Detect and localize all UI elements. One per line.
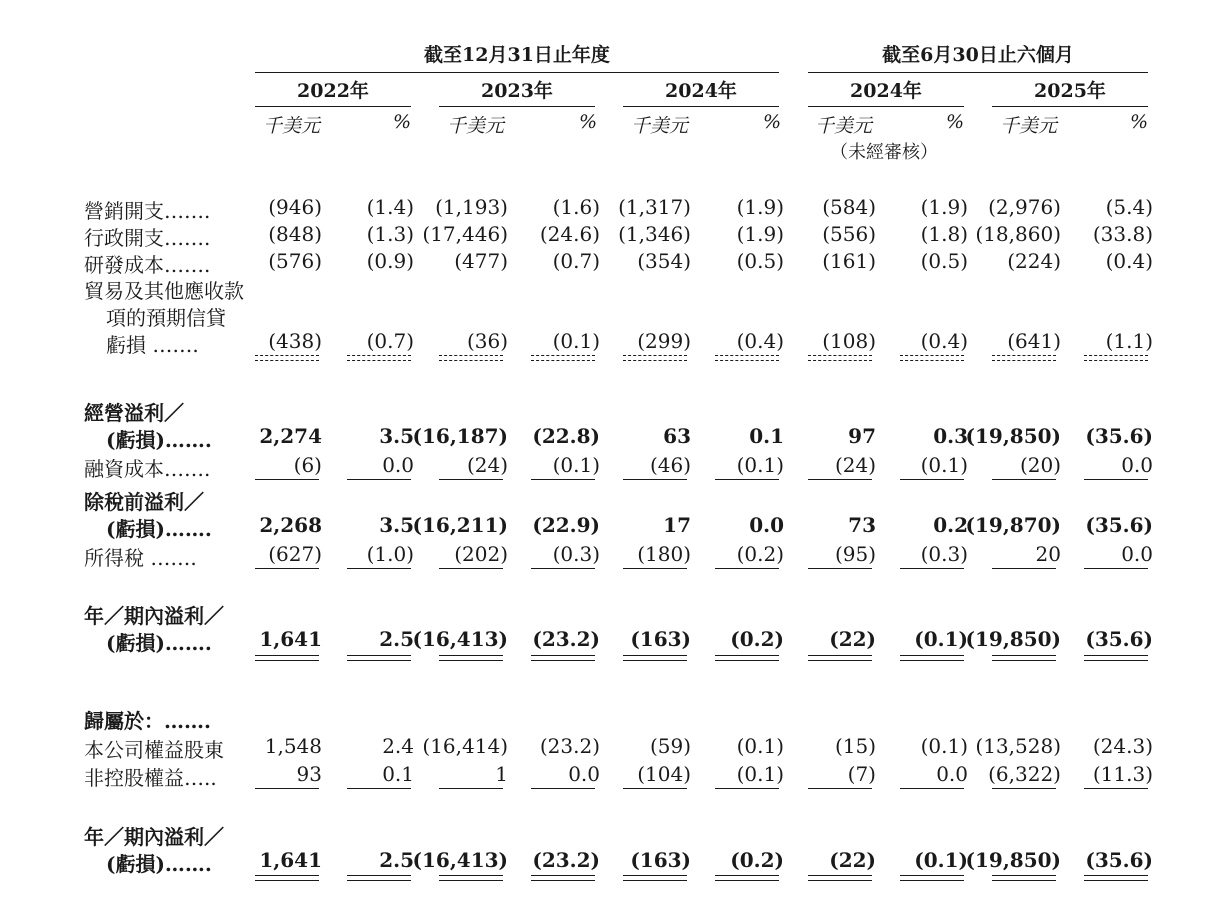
row-label: 融資成本……. bbox=[84, 457, 211, 481]
percent-cell: (1.6) bbox=[552, 195, 600, 219]
amount-cell: (1,317) bbox=[618, 195, 691, 219]
subtotal-rule bbox=[347, 479, 411, 480]
percent-cell: 0.0 bbox=[749, 513, 784, 537]
amount-cell: 1,641 bbox=[259, 848, 322, 872]
row-label: 營銷開支……. bbox=[84, 199, 211, 223]
amount-cell: (1,193) bbox=[435, 195, 508, 219]
subtotal-rule bbox=[347, 568, 411, 569]
percent-cell: (35.6) bbox=[1085, 424, 1153, 448]
amount-cell: (163) bbox=[630, 627, 691, 651]
amount-cell: (6) bbox=[293, 453, 322, 477]
percent-cell: (1.1) bbox=[1105, 329, 1153, 353]
subtotal-rule bbox=[808, 355, 872, 361]
percent-cell: (0.1) bbox=[920, 734, 968, 758]
percent-cell: (1.3) bbox=[366, 222, 414, 246]
amount-cell: (46) bbox=[649, 453, 691, 477]
percent-cell: 0.0 bbox=[1121, 453, 1153, 477]
total-double-rule bbox=[531, 875, 595, 881]
subtotal-rule bbox=[531, 479, 595, 480]
amount-cell: 93 bbox=[296, 762, 322, 786]
percent-cell: (0.1) bbox=[914, 627, 968, 651]
percent-cell: (0.9) bbox=[366, 249, 414, 273]
subtotal-rule bbox=[900, 788, 964, 789]
percent-cell: (0.5) bbox=[920, 249, 968, 273]
total-double-rule bbox=[900, 875, 964, 881]
total-double-rule bbox=[255, 655, 319, 661]
percent-cell: (0.2) bbox=[730, 848, 784, 872]
amount-cell: (19,850) bbox=[965, 848, 1061, 872]
unit-amount: 千美元 bbox=[631, 115, 689, 137]
amount-cell: (224) bbox=[1007, 249, 1061, 273]
subtotal-rule bbox=[439, 479, 503, 480]
subtotal-rule bbox=[255, 568, 319, 569]
percent-cell: 3.5 bbox=[379, 513, 414, 537]
year-header-2023: 2023年 bbox=[481, 80, 553, 102]
amount-cell: (16,413) bbox=[412, 848, 508, 872]
amount-cell: (584) bbox=[822, 195, 876, 219]
row-label: 歸屬於：……. bbox=[84, 709, 211, 733]
amount-cell: (7) bbox=[847, 762, 876, 786]
amount-cell: 1 bbox=[495, 762, 508, 786]
year-header-2024: 2024年 bbox=[665, 80, 737, 102]
group-rule-six-months bbox=[808, 72, 1148, 73]
amount-cell: 73 bbox=[848, 513, 876, 537]
row-label: 虧損 ……. bbox=[106, 333, 199, 357]
subtotal-rule bbox=[715, 788, 779, 789]
amount-cell: (16,414) bbox=[422, 734, 508, 758]
percent-cell: 2.5 bbox=[379, 848, 414, 872]
percent-cell: (1.9) bbox=[736, 195, 784, 219]
year-rule bbox=[255, 106, 411, 107]
year-header-2025-six-months: 2025年 bbox=[1034, 80, 1106, 102]
year-rule bbox=[808, 106, 964, 107]
unit-percent: % bbox=[1130, 111, 1149, 133]
row-label: 除稅前溢利／ bbox=[84, 490, 204, 514]
amount-cell: (19,850) bbox=[965, 424, 1061, 448]
percent-cell: (0.1) bbox=[552, 453, 600, 477]
percent-cell: (0.1) bbox=[736, 762, 784, 786]
amount-cell: (19,870) bbox=[965, 513, 1061, 537]
subtotal-rule bbox=[808, 479, 872, 480]
amount-cell: (95) bbox=[834, 542, 876, 566]
row-label: 研發成本……. bbox=[84, 253, 211, 277]
year-rule bbox=[992, 106, 1148, 107]
subtotal-rule bbox=[347, 788, 411, 789]
percent-cell: 0.1 bbox=[382, 762, 414, 786]
subtotal-rule bbox=[439, 788, 503, 789]
amount-cell: (627) bbox=[268, 542, 322, 566]
total-double-rule bbox=[715, 875, 779, 881]
subtotal-rule bbox=[623, 788, 687, 789]
year-rule bbox=[623, 106, 779, 107]
amount-cell: (17,446) bbox=[422, 222, 508, 246]
percent-cell: (1.9) bbox=[736, 222, 784, 246]
percent-cell: (1.0) bbox=[366, 542, 414, 566]
row-label: (虧損)……. bbox=[106, 852, 212, 876]
subtotal-rule bbox=[1084, 479, 1148, 480]
row-label: 非控股權益….. bbox=[84, 766, 217, 790]
amount-cell: (16,211) bbox=[412, 513, 508, 537]
total-double-rule bbox=[347, 655, 411, 661]
total-double-rule bbox=[808, 655, 872, 661]
unit-amount: 千美元 bbox=[815, 115, 873, 137]
subtotal-rule bbox=[623, 355, 687, 361]
percent-cell: (23.2) bbox=[532, 627, 600, 651]
subtotal-rule bbox=[1084, 568, 1148, 569]
total-double-rule bbox=[808, 875, 872, 881]
unit-amount: 千美元 bbox=[263, 115, 321, 137]
unit-percent: % bbox=[579, 111, 598, 133]
amount-cell: (15) bbox=[834, 734, 876, 758]
percent-cell: (0.1) bbox=[552, 329, 600, 353]
amount-cell: (13,528) bbox=[975, 734, 1061, 758]
amount-cell: (16,413) bbox=[412, 627, 508, 651]
subtotal-rule bbox=[715, 568, 779, 569]
amount-cell: 97 bbox=[848, 424, 876, 448]
subtotal-rule bbox=[255, 355, 319, 361]
amount-cell: (16,187) bbox=[412, 424, 508, 448]
subtotal-rule bbox=[992, 479, 1056, 480]
unit-percent: % bbox=[393, 111, 412, 133]
total-double-rule bbox=[255, 875, 319, 881]
amount-cell: 2,268 bbox=[259, 513, 322, 537]
amount-cell: (6,322) bbox=[988, 762, 1061, 786]
subtotal-rule bbox=[992, 568, 1056, 569]
total-double-rule bbox=[347, 875, 411, 881]
unit-percent: % bbox=[946, 111, 965, 133]
amount-cell: (22) bbox=[829, 848, 876, 872]
amount-cell: (24) bbox=[466, 453, 508, 477]
amount-cell: (576) bbox=[268, 249, 322, 273]
percent-cell: (22.9) bbox=[532, 513, 600, 537]
year-rule bbox=[439, 106, 595, 107]
total-double-rule bbox=[715, 655, 779, 661]
percent-cell: 0.0 bbox=[1121, 542, 1153, 566]
percent-cell: (0.1) bbox=[736, 453, 784, 477]
amount-cell: (1,346) bbox=[618, 222, 691, 246]
subtotal-rule bbox=[1084, 355, 1148, 361]
unit-amount: 千美元 bbox=[447, 115, 505, 137]
percent-cell: (1.8) bbox=[920, 222, 968, 246]
percent-cell: (35.6) bbox=[1085, 627, 1153, 651]
amount-cell: 2,274 bbox=[259, 424, 322, 448]
unit-amount: 千美元 bbox=[1000, 115, 1058, 137]
percent-cell: 0.0 bbox=[382, 453, 414, 477]
amount-cell: (22) bbox=[829, 627, 876, 651]
subtotal-rule bbox=[715, 479, 779, 480]
percent-cell: (0.4) bbox=[920, 329, 968, 353]
total-double-rule bbox=[900, 655, 964, 661]
group-header-six-months: 截至6月30日止六個月 bbox=[882, 44, 1074, 66]
percent-cell: 2.5 bbox=[379, 627, 414, 651]
amount-cell: (2,976) bbox=[988, 195, 1061, 219]
percent-cell: (23.2) bbox=[539, 734, 600, 758]
percent-cell: (1.9) bbox=[920, 195, 968, 219]
subtotal-rule bbox=[255, 788, 319, 789]
percent-cell: (0.7) bbox=[366, 329, 414, 353]
percent-cell: (0.4) bbox=[1105, 249, 1153, 273]
row-label: (虧損)……. bbox=[106, 631, 212, 655]
amount-cell: (19,850) bbox=[965, 627, 1061, 651]
percent-cell: (0.2) bbox=[730, 627, 784, 651]
subtotal-rule bbox=[623, 568, 687, 569]
unaudited-note: （未經審核） bbox=[830, 142, 938, 163]
percent-cell: (24.3) bbox=[1092, 734, 1153, 758]
subtotal-rule bbox=[439, 568, 503, 569]
percent-cell: (11.3) bbox=[1092, 762, 1153, 786]
percent-cell: 0.0 bbox=[568, 762, 600, 786]
amount-cell: (20) bbox=[1019, 453, 1061, 477]
total-double-rule bbox=[992, 875, 1056, 881]
total-double-rule bbox=[439, 875, 503, 881]
subtotal-rule bbox=[992, 355, 1056, 361]
percent-cell: (0.1) bbox=[914, 848, 968, 872]
percent-cell: (23.2) bbox=[532, 848, 600, 872]
amount-cell: (161) bbox=[822, 249, 876, 273]
percent-cell: (0.3) bbox=[920, 542, 968, 566]
row-label: 經營溢利／ bbox=[84, 401, 184, 425]
subtotal-rule bbox=[900, 355, 964, 361]
amount-cell: (180) bbox=[637, 542, 691, 566]
unit-percent: % bbox=[763, 111, 782, 133]
percent-cell: (35.6) bbox=[1085, 513, 1153, 537]
amount-cell: (354) bbox=[637, 249, 691, 273]
amount-cell: (641) bbox=[1007, 329, 1061, 353]
percent-cell: (0.1) bbox=[920, 453, 968, 477]
subtotal-rule bbox=[531, 788, 595, 789]
total-double-rule bbox=[1084, 655, 1148, 661]
percent-cell: (0.5) bbox=[736, 249, 784, 273]
percent-cell: (33.8) bbox=[1092, 222, 1153, 246]
amount-cell: (163) bbox=[630, 848, 691, 872]
amount-cell: (59) bbox=[649, 734, 691, 758]
percent-cell: (0.3) bbox=[552, 542, 600, 566]
subtotal-rule bbox=[531, 568, 595, 569]
amount-cell: 20 bbox=[1035, 542, 1061, 566]
subtotal-rule bbox=[808, 788, 872, 789]
amount-cell: (477) bbox=[454, 249, 508, 273]
percent-cell: 0.3 bbox=[933, 424, 968, 448]
amount-cell: (108) bbox=[822, 329, 876, 353]
percent-cell: (0.4) bbox=[736, 329, 784, 353]
subtotal-rule bbox=[623, 479, 687, 480]
group-rule-years bbox=[255, 72, 779, 73]
amount-cell: (438) bbox=[268, 329, 322, 353]
subtotal-rule bbox=[900, 479, 964, 480]
percent-cell: (0.7) bbox=[552, 249, 600, 273]
total-double-rule bbox=[623, 875, 687, 881]
amount-cell: (104) bbox=[637, 762, 691, 786]
percent-cell: 3.5 bbox=[379, 424, 414, 448]
percent-cell: (5.4) bbox=[1105, 195, 1153, 219]
percent-cell: 2.4 bbox=[382, 734, 414, 758]
group-header-years: 截至12月31日止年度 bbox=[424, 44, 610, 66]
percent-cell: (35.6) bbox=[1085, 848, 1153, 872]
percent-cell: (1.4) bbox=[366, 195, 414, 219]
amount-cell: 63 bbox=[663, 424, 691, 448]
amount-cell: (202) bbox=[454, 542, 508, 566]
percent-cell: (0.2) bbox=[736, 542, 784, 566]
subtotal-rule bbox=[255, 479, 319, 480]
total-double-rule bbox=[992, 655, 1056, 661]
row-label: (虧損)……. bbox=[106, 517, 212, 541]
row-label: 年／期內溢利／ bbox=[84, 604, 224, 628]
subtotal-rule bbox=[439, 355, 503, 361]
subtotal-rule bbox=[531, 355, 595, 361]
amount-cell: (299) bbox=[637, 329, 691, 353]
percent-cell: 0.0 bbox=[936, 762, 968, 786]
percent-cell: 0.2 bbox=[933, 513, 968, 537]
row-label: 行政開支……. bbox=[84, 226, 211, 250]
amount-cell: 1,641 bbox=[259, 627, 322, 651]
row-label: 本公司權益股東 bbox=[84, 738, 224, 762]
percent-cell: (24.6) bbox=[539, 222, 600, 246]
row-label: (虧損)……. bbox=[106, 428, 212, 452]
row-label: 貿易及其他應收款 bbox=[84, 279, 244, 303]
amount-cell: (18,860) bbox=[975, 222, 1061, 246]
subtotal-rule bbox=[1084, 788, 1148, 789]
row-label: 所得稅 ……. bbox=[84, 546, 197, 570]
year-header-2022: 2022年 bbox=[297, 80, 369, 102]
total-double-rule bbox=[623, 655, 687, 661]
subtotal-rule bbox=[808, 568, 872, 569]
subtotal-rule bbox=[715, 355, 779, 361]
row-label: 年／期內溢利／ bbox=[84, 825, 224, 849]
total-double-rule bbox=[1084, 875, 1148, 881]
amount-cell: (36) bbox=[466, 329, 508, 353]
subtotal-rule bbox=[900, 568, 964, 569]
amount-cell: 1,548 bbox=[264, 734, 322, 758]
total-double-rule bbox=[439, 655, 503, 661]
subtotal-rule bbox=[347, 355, 411, 361]
subtotal-rule bbox=[992, 788, 1056, 789]
year-header-2024-six-months: 2024年 bbox=[850, 80, 922, 102]
row-label: 項的預期信貸 bbox=[106, 306, 226, 330]
percent-cell: (22.8) bbox=[532, 424, 600, 448]
amount-cell: (24) bbox=[834, 453, 876, 477]
total-double-rule bbox=[531, 655, 595, 661]
amount-cell: (556) bbox=[822, 222, 876, 246]
amount-cell: (848) bbox=[268, 222, 322, 246]
percent-cell: 0.1 bbox=[749, 424, 784, 448]
amount-cell: (946) bbox=[268, 195, 322, 219]
percent-cell: (0.1) bbox=[736, 734, 784, 758]
amount-cell: 17 bbox=[663, 513, 691, 537]
